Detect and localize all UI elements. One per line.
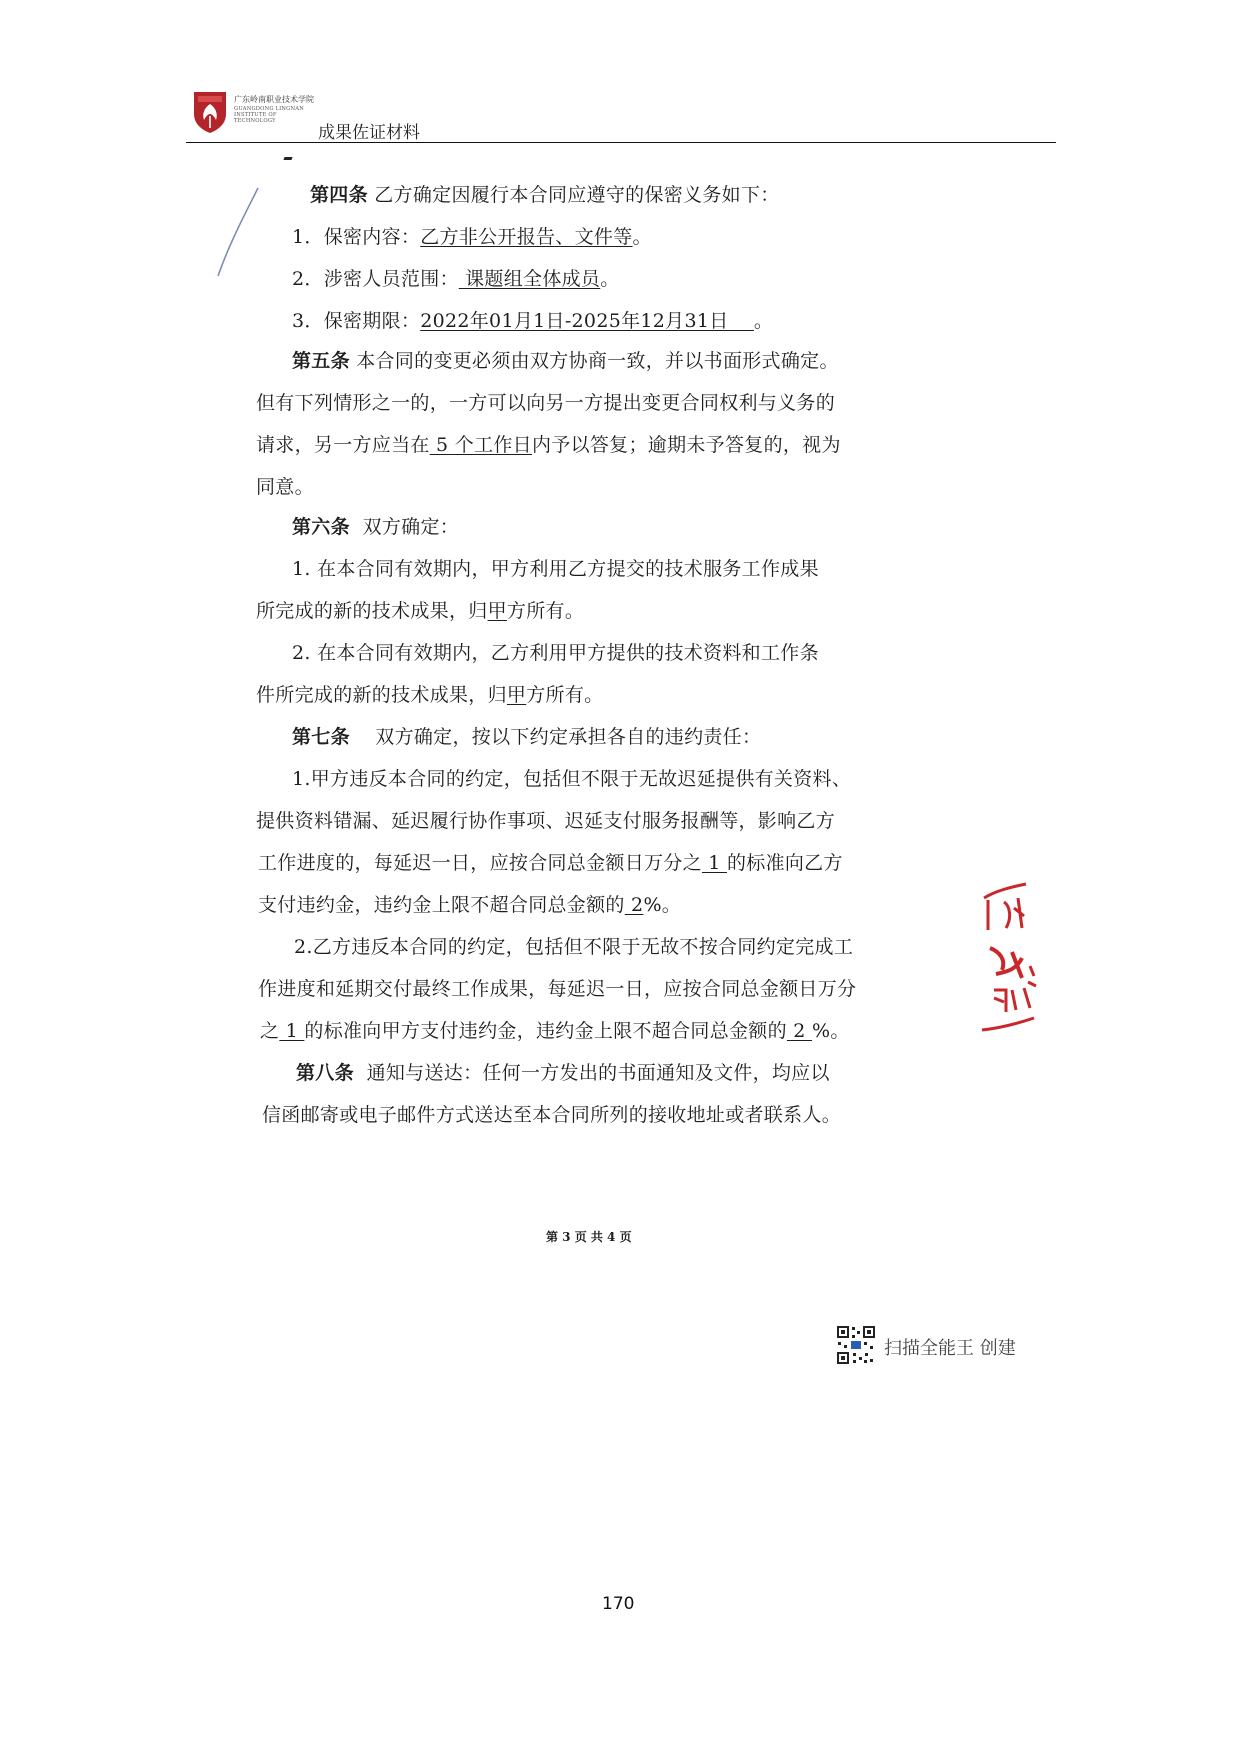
red-seal-stamp-icon xyxy=(976,878,1042,1038)
article7-item2-line2: 作进度和延期交付最终工作成果，每延迟一日，应按合同总金额日万分 xyxy=(258,978,857,1000)
article7-item2-line3: 之 1 的标准向甲方支付违约金，违约金上限不超合同总金额的 2 %。 xyxy=(260,1020,850,1042)
article7-item1-line3: 工作进度的，每延迟一日，应按合同总金额日万分之 1 的标准向乙方 xyxy=(258,852,843,874)
article7-item1-line1: 1.甲方违反本合同的约定，包括但不限于无故迟延提供有关资料、 xyxy=(292,768,852,790)
article4-item1-value: 乙方非公开报告、文件等 xyxy=(420,226,633,248)
article5-line2: 但有下列情形之一的，一方可以向另一方提出变更合同权利与义务的 xyxy=(256,392,836,414)
article4-heading: 第四条 xyxy=(310,184,368,206)
article8-line2: 信函邮寄或电子邮件方式送达至本合同所列的接收地址或者联系人。 xyxy=(262,1104,842,1126)
article7-item2-line1: 2.乙方违反本合同的约定，包括但不限于无故不按合同约定完成工 xyxy=(294,936,854,958)
school-name-en: GUANGDONG LINGNAN INSTITUTE OF TECHNOLOGY xyxy=(234,106,304,124)
article5-line3: 请求，另一方应当在 5 个工作日内予以答复；逾期未予答复的，视为 xyxy=(256,434,841,456)
article7-heading: 第七条 xyxy=(292,726,350,748)
camscanner-text: 扫描全能王 创建 xyxy=(884,1338,1016,1359)
article6-item2-line1: 2. 在本合同有效期内，乙方利用甲方提供的技术资料和工作条 xyxy=(292,642,819,664)
page-header xyxy=(186,86,1056,144)
article6-item1-line1: 1. 在本合同有效期内，甲方利用乙方提交的技术服务工作成果 xyxy=(292,558,819,580)
page-number: 170 xyxy=(602,1594,635,1614)
article5-deadline-value: 5 个工作日 xyxy=(429,434,532,456)
article6-heading-line: 第六条 双方确定： xyxy=(292,516,460,538)
header-divider xyxy=(186,142,1056,143)
article7-heading-line: 第七条 双方确定，按以下约定承担各自的违约责任： xyxy=(292,726,762,748)
article5-line1: 第五条 本合同的变更必须由双方协商一致，并以书面形式确定。 xyxy=(292,350,839,372)
article5-heading: 第五条 xyxy=(292,350,350,372)
article5-line4: 同意。 xyxy=(256,476,314,498)
qr-code-icon xyxy=(836,1325,876,1365)
article4-item2: 2．涉密人员范围： 课题组全体成员。 xyxy=(292,268,620,290)
article4-heading-line xyxy=(310,180,780,207)
article8-heading: 第八条 xyxy=(296,1062,354,1084)
contract-page-footer: 第 3 页 共 4 页 xyxy=(546,1230,632,1244)
article4-item3: 3．保密期限：2022年01月1日-2025年12月31日 。 xyxy=(292,310,774,332)
camscanner-watermark xyxy=(836,1325,1036,1369)
scan-mark xyxy=(283,157,292,160)
article8-line1: 第八条 通知与送达：任何一方发出的书面通知及文件，均应以 xyxy=(296,1062,830,1084)
school-logo-icon xyxy=(192,90,228,134)
article6-heading: 第六条 xyxy=(292,516,350,538)
header-title: 成果佐证材料 xyxy=(318,123,420,143)
article4-item3-value: 2022年01月1日-2025年12月31日 xyxy=(420,310,754,332)
article4-item2-value: 课题组全体成员 xyxy=(458,268,601,290)
article4-text: 乙方确定因履行本合同应遵守的保密义务如下： xyxy=(367,184,780,206)
school-name-cn: 广东岭南职业技术学院 xyxy=(234,95,314,104)
scanned-contract-page xyxy=(240,150,980,1270)
article6-item1-line2: 所完成的新的技术成果，归甲方所有。 xyxy=(256,600,585,622)
article4-item1: 1．保密内容：乙方非公开报告、文件等。 xyxy=(292,226,652,248)
article7-item1-line2: 提供资料错漏、延迟履行协作事项、迟延支付服务报酬等，影响乙方 xyxy=(256,810,836,832)
pen-stroke-mark xyxy=(196,180,266,290)
article6-item2-line2: 件所完成的新的技术成果，归甲方所有。 xyxy=(256,684,604,706)
article7-item1-line4: 支付违约金，违约金上限不超合同总金额的 2%。 xyxy=(258,894,682,916)
